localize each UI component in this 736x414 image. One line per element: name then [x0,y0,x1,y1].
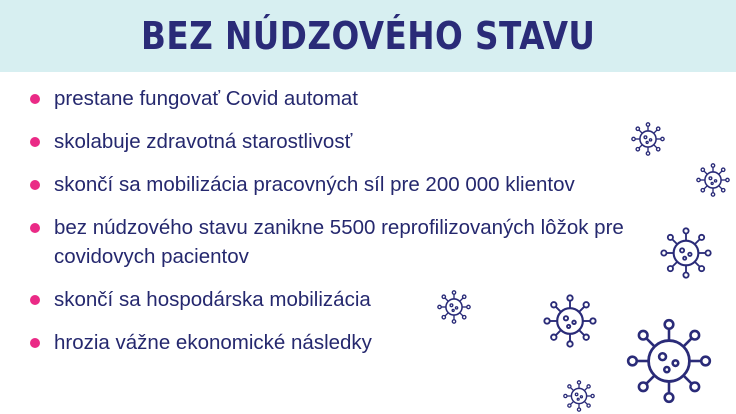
bullet-text: prestane fungovať Covid automat [54,87,358,110]
bullet-dot [30,295,40,305]
bullet-list [30,84,720,371]
list-item [30,170,720,199]
virus-icon [437,290,471,324]
bullet-text: skolabuje zdravotná starostlivosť [54,130,353,153]
bullet-text: skončí sa hospodárska mobilizácia [54,288,371,311]
list-item [30,328,720,357]
bullet-dot [30,180,40,190]
bullet-text: bez núdzového stavu zanikne 5500 reprofilizovaných lôžok pre covidovych pacientov [54,216,624,268]
virus-icon [626,318,712,404]
bullet-text: hrozia vážne ekonomické následky [54,331,372,354]
virus-icon [660,227,712,279]
page-title: BEZ NÚDZOVÉHO STAVU [140,14,596,58]
bullet-dot [30,137,40,147]
list-item [30,84,720,113]
bullet-dot [30,223,40,233]
list-item [30,127,720,156]
virus-icon [563,380,595,412]
bullet-dot [30,94,40,104]
bullet-text: skončí sa mobilizácia pracovných síl pre 200 000 klientov [54,173,575,196]
header-band [0,0,736,72]
virus-icon [631,122,665,156]
list-item [30,285,720,314]
virus-icon [696,163,730,197]
bullet-dot [30,338,40,348]
list-item [30,213,674,271]
virus-icon [543,294,597,348]
